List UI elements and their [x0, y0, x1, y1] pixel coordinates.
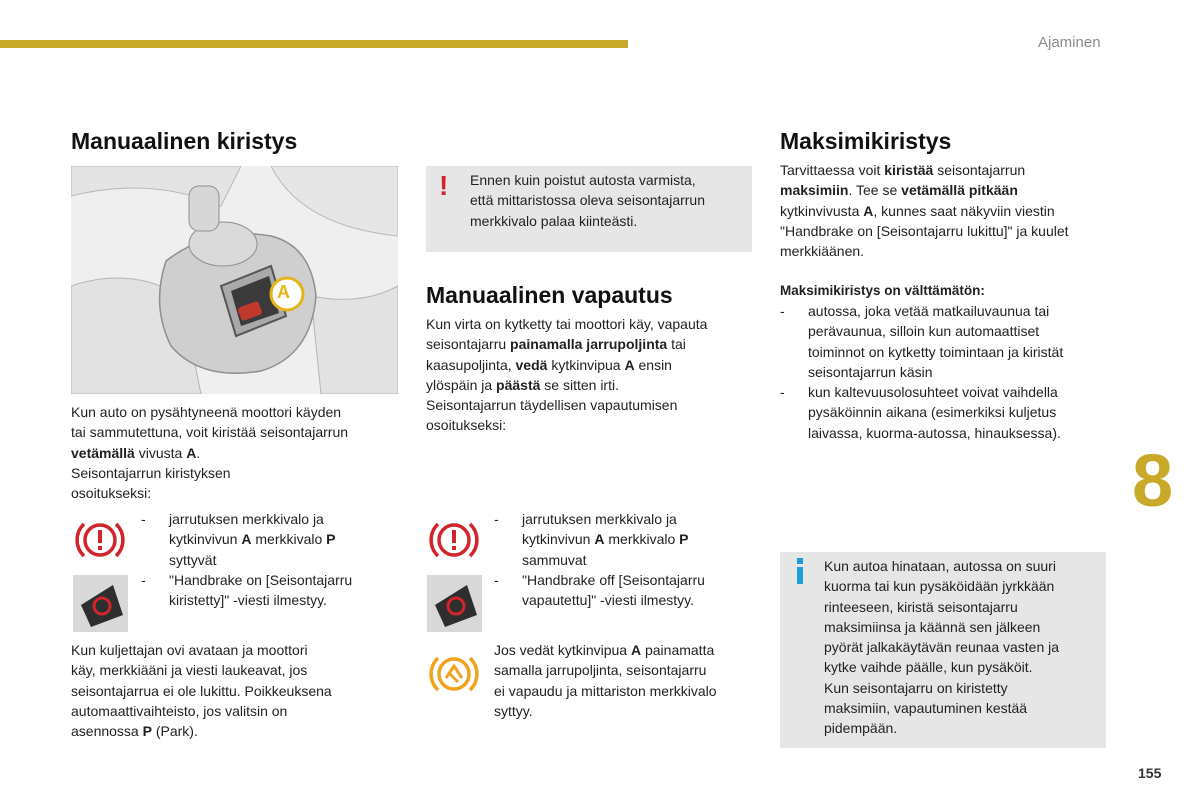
text-line: Seisontajarrun kiristyksen [71, 464, 231, 481]
info-text: Kun autoa hinataan, autossa on suuri kuorma tai kun pysäköidään jyrkkään rinteeseen, kiristä seisontajarru maksimiinsa ja käännä sen jälkeen pyörät jalkakäytävän reunaa vasten ja kytke vaihde päälle, kun pysäköit. Kun seisontajarru on kiristetty maksimiin, vapautuminen kestää pidempään. [824, 558, 1060, 737]
header-accent-bar [0, 40, 628, 48]
left-bullet-list [141, 509, 401, 610]
right-bullet-list [780, 301, 1110, 443]
list-item: - autossa, joka vetää matkailuvaunua tai perävaunua, silloin kun automaattiset toiminnot on kytketty toimintaan ja kiristät seisontajarrun käsin [780, 303, 1064, 380]
text-line: osoitukseksi: [71, 485, 152, 502]
info-box [780, 552, 1106, 748]
list-item: - "Handbrake on [Seisontajarru kiristetty]" -viesti ilmestyy. [141, 571, 353, 609]
text-line: vetämällä vivusta A. [71, 444, 201, 461]
right-intro-paragraph: Tarvittaessa voit kiristää seisontajarrun maksimiin. Tee se vetämällä pitkään kytkinvivusta A, kunnes saat näkyviin viestin "Handbrake on [Seisontajarru lukittu]" ja kuulet merkkiäänen. [780, 162, 1069, 260]
left-intro-paragraph [71, 402, 391, 503]
parking-brake-fault-icon [428, 652, 480, 701]
warning-text: Ennen kuin poistut autosta varmista, että mittaristossa oleva seisontajarrun merkkivalo palaa kiinteästi. [470, 172, 705, 229]
text-line: Kun kuljettajan ovi avataan ja moottori [71, 642, 308, 658]
brake-warning-icon-release [428, 518, 480, 567]
middle-intro-paragraph: Kun virta on kytketty tai moottori käy, vapauta seisontajarru painamalla jarrupoljinta tai kaasupoljinta, vedä kytkinvipua A ensin ylöspäin ja päästä se sitten irti. Seisontajarrun täydellisen vapautumisen osoitukseksi: [426, 316, 708, 434]
text-line: automaattivaihteisto, jos valitsin on [71, 702, 288, 719]
text-line: seisontajarrua ei ole lukittu. Poikkeuksena [71, 682, 332, 699]
middle-bullet-list [494, 509, 754, 610]
chapter-tab-number: 8 [1132, 439, 1174, 522]
warning-exclamation-icon: ! [439, 170, 449, 201]
info-icon [793, 558, 807, 582]
text-line: käy, merkkiääni ja viesti laukeavat, jos [71, 662, 308, 679]
section-title-manual-apply: Manuaalinen kiristys [71, 128, 298, 154]
list-item: - kun kaltevuusolosuhteet voivat vaihdella pysäköinnin aikana (esimerkiksi kuljetus laivassa, kuorma-autossa, hinauksessa). [780, 384, 1061, 441]
page-number: 155 [1138, 765, 1162, 781]
list-item: - jarrutuksen merkkivalo ja kytkinvivun A merkkivalo P syttyvät [141, 511, 336, 568]
left-door-paragraph [71, 640, 391, 741]
warning-box [426, 166, 752, 252]
text-line: Kun auto on pysähtyneenä moottori käyden [71, 404, 342, 420]
right-subheading: Maksimikiristys on välttämätön: [780, 283, 985, 298]
section-title-manual-release: Manuaalinen vapautus [426, 282, 673, 308]
chapter-title: Ajaminen [1038, 34, 1101, 51]
list-item: - "Handbrake off [Seisontajarru vapautettu]" -viesti ilmestyy. [494, 571, 705, 609]
handbrake-illustration [71, 166, 398, 394]
brake-warning-icon [74, 518, 126, 567]
middle-fault-paragraph: Jos vedät kytkinvipua A painamatta samalla jarrupoljinta, seisontajarru ei vapaudu ja mittariston merkkivalo syttyy. [494, 642, 717, 719]
text-line: tai sammutettuna, voit kiristää seisontajarrun [71, 424, 349, 441]
handbrake-switch-icon-release [427, 575, 482, 637]
section-title-maximum-apply: Maksimikiristys [780, 128, 952, 154]
callout-label-a: A [277, 282, 290, 302]
list-item: - jarrutuksen merkkivalo ja kytkinvivun A merkkivalo P sammuvat [494, 511, 689, 568]
handbrake-switch-icon [73, 575, 128, 637]
text-line: asennossa P (Park). [71, 723, 198, 740]
